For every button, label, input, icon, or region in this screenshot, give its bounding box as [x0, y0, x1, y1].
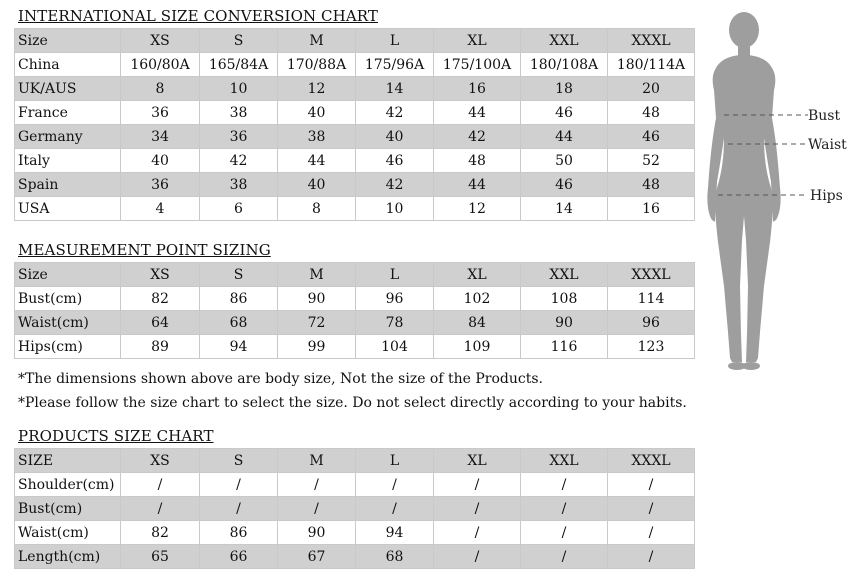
- hips-label: Hips: [810, 188, 843, 204]
- table-cell: 78: [356, 311, 434, 335]
- table-cell: /: [608, 545, 695, 569]
- table-cell: 109: [434, 335, 521, 359]
- table-cell: 46: [521, 173, 608, 197]
- table-cell: /: [121, 497, 200, 521]
- table-cell: /: [521, 545, 608, 569]
- table-cell: 38: [200, 101, 278, 125]
- table-cell: 64: [121, 311, 200, 335]
- table-cell: 99: [278, 335, 356, 359]
- column-header: XL: [434, 29, 521, 53]
- table-cell: 44: [278, 149, 356, 173]
- table-cell: 8: [121, 77, 200, 101]
- table-header-row: [15, 449, 695, 473]
- table-cell: 116: [521, 335, 608, 359]
- row-label: Italy: [15, 149, 121, 173]
- table-cell: 86: [200, 521, 278, 545]
- column-header: M: [278, 263, 356, 287]
- table-cell: 40: [278, 101, 356, 125]
- table-cell: 4: [121, 197, 200, 221]
- products-size-table: [14, 448, 695, 569]
- column-header: M: [278, 29, 356, 53]
- column-header: S: [200, 263, 278, 287]
- column-header: M: [278, 449, 356, 473]
- table-cell: 36: [200, 125, 278, 149]
- waist-label: Waist: [808, 137, 847, 153]
- note-body-size: *The dimensions shown above are body size, Not the size of the Products.: [18, 371, 543, 387]
- row-label: USA: [15, 197, 121, 221]
- table-cell: 82: [121, 521, 200, 545]
- table-cell: 94: [356, 521, 434, 545]
- table-cell: /: [356, 473, 434, 497]
- table-cell: 96: [608, 311, 695, 335]
- body-silhouette-figure: [700, 10, 859, 385]
- table-cell: /: [608, 521, 695, 545]
- table-row: [15, 545, 695, 569]
- table-cell: 108: [521, 287, 608, 311]
- table-cell: 123: [608, 335, 695, 359]
- column-header: SIZE: [15, 449, 121, 473]
- table-cell: 90: [278, 521, 356, 545]
- row-label: Spain: [15, 173, 121, 197]
- column-header: XL: [434, 263, 521, 287]
- table-cell: /: [608, 473, 695, 497]
- table-cell: 114: [608, 287, 695, 311]
- table-cell: 48: [608, 101, 695, 125]
- table-row: [15, 77, 695, 101]
- table-header-row: [15, 263, 695, 287]
- table-cell: 42: [200, 149, 278, 173]
- table-cell: 44: [434, 173, 521, 197]
- table-cell: 90: [521, 311, 608, 335]
- row-label: Shoulder(cm): [15, 473, 121, 497]
- column-header: XS: [121, 449, 200, 473]
- table-cell: 40: [356, 125, 434, 149]
- column-header: XXL: [521, 29, 608, 53]
- column-header: L: [356, 449, 434, 473]
- table-row: [15, 335, 695, 359]
- column-header: Size: [15, 29, 121, 53]
- table-cell: 36: [121, 101, 200, 125]
- row-label: France: [15, 101, 121, 125]
- column-header: XL: [434, 449, 521, 473]
- table-cell: 20: [608, 77, 695, 101]
- table-cell: 96: [356, 287, 434, 311]
- table-cell: 44: [521, 125, 608, 149]
- table-cell: /: [356, 497, 434, 521]
- table-cell: /: [278, 497, 356, 521]
- table-cell: 180/108A: [521, 53, 608, 77]
- column-header: S: [200, 29, 278, 53]
- column-header: XXL: [521, 449, 608, 473]
- table-cell: 94: [200, 335, 278, 359]
- table-row: [15, 521, 695, 545]
- table-cell: 14: [356, 77, 434, 101]
- row-label: Germany: [15, 125, 121, 149]
- column-header: XS: [121, 29, 200, 53]
- table-cell: 10: [200, 77, 278, 101]
- table-cell: /: [521, 473, 608, 497]
- table-cell: /: [278, 473, 356, 497]
- column-header: XXXL: [608, 263, 695, 287]
- table-cell: 34: [121, 125, 200, 149]
- column-header: Size: [15, 263, 121, 287]
- table-cell: 180/114A: [608, 53, 695, 77]
- row-label: Length(cm): [15, 545, 121, 569]
- table-cell: 8: [278, 197, 356, 221]
- intl-size-table: [14, 28, 695, 221]
- table-cell: 48: [608, 173, 695, 197]
- row-label: China: [15, 53, 121, 77]
- products-chart-title: PRODUCTS SIZE CHART: [18, 427, 214, 445]
- table-cell: 36: [121, 173, 200, 197]
- table-cell: 38: [200, 173, 278, 197]
- table-cell: /: [434, 521, 521, 545]
- table-cell: 18: [521, 77, 608, 101]
- table-cell: 86: [200, 287, 278, 311]
- table-row: [15, 311, 695, 335]
- table-header-row: [15, 29, 695, 53]
- table-cell: 40: [278, 173, 356, 197]
- row-label: Hips(cm): [15, 335, 121, 359]
- bust-label: Bust: [808, 108, 841, 124]
- table-cell: 102: [434, 287, 521, 311]
- table-cell: 16: [434, 77, 521, 101]
- table-row: [15, 287, 695, 311]
- table-row: [15, 173, 695, 197]
- table-cell: 160/80A: [121, 53, 200, 77]
- table-cell: 68: [356, 545, 434, 569]
- table-cell: 10: [356, 197, 434, 221]
- measurement-table: [14, 262, 695, 359]
- table-row: [15, 101, 695, 125]
- table-row: [15, 53, 695, 77]
- table-row: [15, 197, 695, 221]
- row-label: Bust(cm): [15, 497, 121, 521]
- table-cell: 90: [278, 287, 356, 311]
- row-label: UK/AUS: [15, 77, 121, 101]
- column-header: XXXL: [608, 449, 695, 473]
- table-cell: /: [434, 473, 521, 497]
- table-cell: 175/100A: [434, 53, 521, 77]
- table-cell: 14: [521, 197, 608, 221]
- table-cell: /: [521, 521, 608, 545]
- table-cell: 42: [356, 173, 434, 197]
- table-cell: /: [121, 473, 200, 497]
- table-cell: 66: [200, 545, 278, 569]
- table-cell: 16: [608, 197, 695, 221]
- row-label: Waist(cm): [15, 521, 121, 545]
- table-cell: 82: [121, 287, 200, 311]
- table-cell: 84: [434, 311, 521, 335]
- table-cell: 170/88A: [278, 53, 356, 77]
- column-header: XS: [121, 263, 200, 287]
- table-cell: 40: [121, 149, 200, 173]
- column-header: XXXL: [608, 29, 695, 53]
- table-cell: 46: [608, 125, 695, 149]
- table-cell: 50: [521, 149, 608, 173]
- note-select-size: *Please follow the size chart to select the size. Do not select directly according to your habits.: [18, 395, 687, 411]
- table-cell: 42: [434, 125, 521, 149]
- table-cell: 44: [434, 101, 521, 125]
- table-cell: /: [200, 497, 278, 521]
- table-cell: /: [608, 497, 695, 521]
- table-cell: 38: [278, 125, 356, 149]
- table-cell: 72: [278, 311, 356, 335]
- table-row: [15, 125, 695, 149]
- table-row: [15, 473, 695, 497]
- table-cell: 12: [434, 197, 521, 221]
- intl-chart-title: INTERNATIONAL SIZE CONVERSION CHART: [18, 7, 378, 25]
- table-cell: 42: [356, 101, 434, 125]
- table-cell: 89: [121, 335, 200, 359]
- column-header: XXL: [521, 263, 608, 287]
- table-cell: /: [434, 545, 521, 569]
- table-cell: 48: [434, 149, 521, 173]
- table-cell: 175/96A: [356, 53, 434, 77]
- table-cell: 67: [278, 545, 356, 569]
- table-cell: 165/84A: [200, 53, 278, 77]
- table-row: [15, 149, 695, 173]
- measure-chart-title: MEASUREMENT POINT SIZING: [18, 241, 271, 259]
- table-cell: 46: [356, 149, 434, 173]
- table-cell: 65: [121, 545, 200, 569]
- table-cell: 68: [200, 311, 278, 335]
- table-cell: 12: [278, 77, 356, 101]
- column-header: L: [356, 29, 434, 53]
- table-cell: /: [434, 497, 521, 521]
- column-header: L: [356, 263, 434, 287]
- table-row: [15, 497, 695, 521]
- table-cell: 104: [356, 335, 434, 359]
- row-label: Waist(cm): [15, 311, 121, 335]
- row-label: Bust(cm): [15, 287, 121, 311]
- table-cell: /: [521, 497, 608, 521]
- table-cell: 46: [521, 101, 608, 125]
- body-silhouette: [707, 12, 780, 370]
- column-header: S: [200, 449, 278, 473]
- table-cell: 52: [608, 149, 695, 173]
- table-cell: /: [200, 473, 278, 497]
- table-cell: 6: [200, 197, 278, 221]
